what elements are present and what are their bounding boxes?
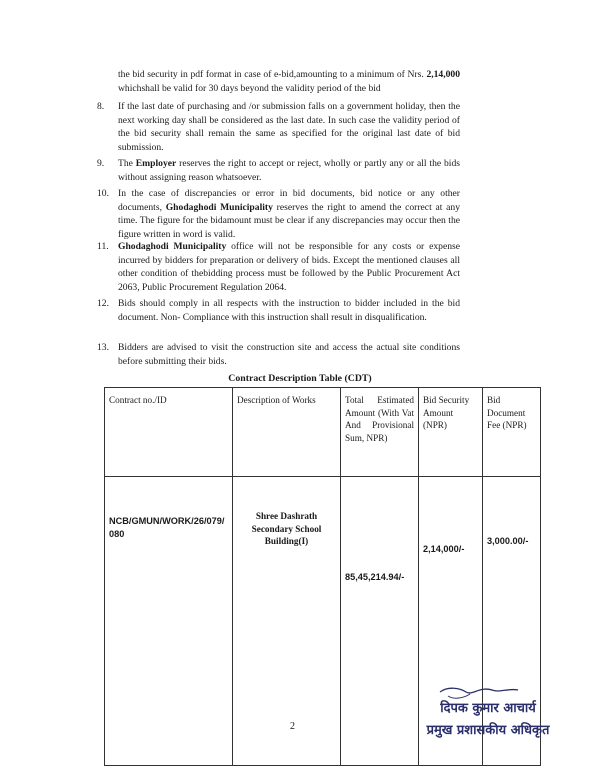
clause-number: 13. [97, 342, 109, 353]
municipality-name: Ghodaghodi Municipality [165, 201, 273, 213]
signature-scribble [440, 688, 518, 693]
clause-text-pre: The [118, 158, 136, 169]
clause-number: 11. [97, 241, 109, 252]
clause-text-pre: In the case of discrepancies or error in bid documents, bid notice or any other documents, [118, 188, 460, 213]
clause-text-post: reserves the right to accept or reject, wholly or partly any or all the bids without assigning reason whatsoever. [118, 158, 460, 183]
continuation-line-1: the bid security in pdf format in case of e-bid,amounting to a minimum of Nrs. [118, 69, 424, 80]
clause-text: If the last date of purchasing and /or submission falls on a government holiday, then the next working day shall be considered as the last date. In such case the validity period of the bid security shall remain the same as specified for the original last date of bid submission. [118, 101, 460, 153]
clause-text [118, 187, 460, 241]
table-header-row [105, 388, 541, 477]
signatory-title: प्रमुख प्रशासकीय अधिकृत [426, 723, 550, 738]
cell-document-fee: 3,000.00/- [483, 477, 541, 766]
header-description: Description of Works [233, 388, 341, 477]
page-number: 2 [290, 721, 295, 732]
clause-text-post: office will not be responsible for any costs or expense incurred by bidders for preparation or delivery of bids. Except the mentioned clauses all other condition of thebidding process must be followed by the Public Procurement Act 2063, Public Procurement Regulation 2064. [118, 241, 461, 293]
clause-number: 10. [97, 188, 109, 199]
signature-stamp [408, 678, 568, 748]
clause-text: Bidders are advised to visit the construction site and access the actual site conditions before submitting their bids. [118, 342, 460, 367]
header-contract-id: Contract no./ID [105, 388, 233, 477]
bid-security-continuation [118, 68, 460, 95]
signatory-name: दिपक कुमार आचार्य [440, 701, 536, 716]
cell-contract-id [105, 477, 233, 766]
municipality-name: Ghodaghodi Municipality [118, 241, 227, 252]
signature-stroke [448, 694, 470, 698]
table-title: Contract Description Table (CDT) [228, 373, 372, 384]
header-bid-security: Bid Security Amount (NPR) [419, 388, 483, 477]
clause-text [118, 157, 460, 184]
header-total-amount: Total Estimated Amount (With Vat And Provisional Sum, NPR) [341, 388, 419, 477]
continuation-line-2: whichshall be valid for 30 days beyond the validity period of the bid [118, 82, 381, 94]
header-document-fee: Bid Document Fee (NPR) [483, 388, 541, 477]
bid-security-amount: 2,14,000 [426, 69, 461, 80]
employer-term: Employer [135, 158, 177, 169]
clause-number: 12. [97, 298, 109, 309]
clause-number: 9. [97, 158, 105, 169]
cell-description: Shree Dashrath Secondary School Building(I) [233, 477, 341, 766]
cell-bid-security: 2,14,000/- [419, 477, 483, 766]
cell-total-amount: 85,45,214.94/- [341, 477, 419, 766]
clause-number: 8. [97, 101, 105, 112]
contract-id-text: NCB/GMUN/WORK/26/079/080 [109, 516, 225, 539]
clause-text [118, 240, 460, 294]
clause-text-post: reserves the right to amend the correct at any time. The figure for the bidamount must be clear if any discrepancies may occur then the figure written in word is valid. [118, 201, 460, 240]
clause-text: Bids should comply in all respects with the instruction to bidder included in the bid document. Non- Compliance with this instruction shall result in disqualification. [118, 298, 460, 323]
